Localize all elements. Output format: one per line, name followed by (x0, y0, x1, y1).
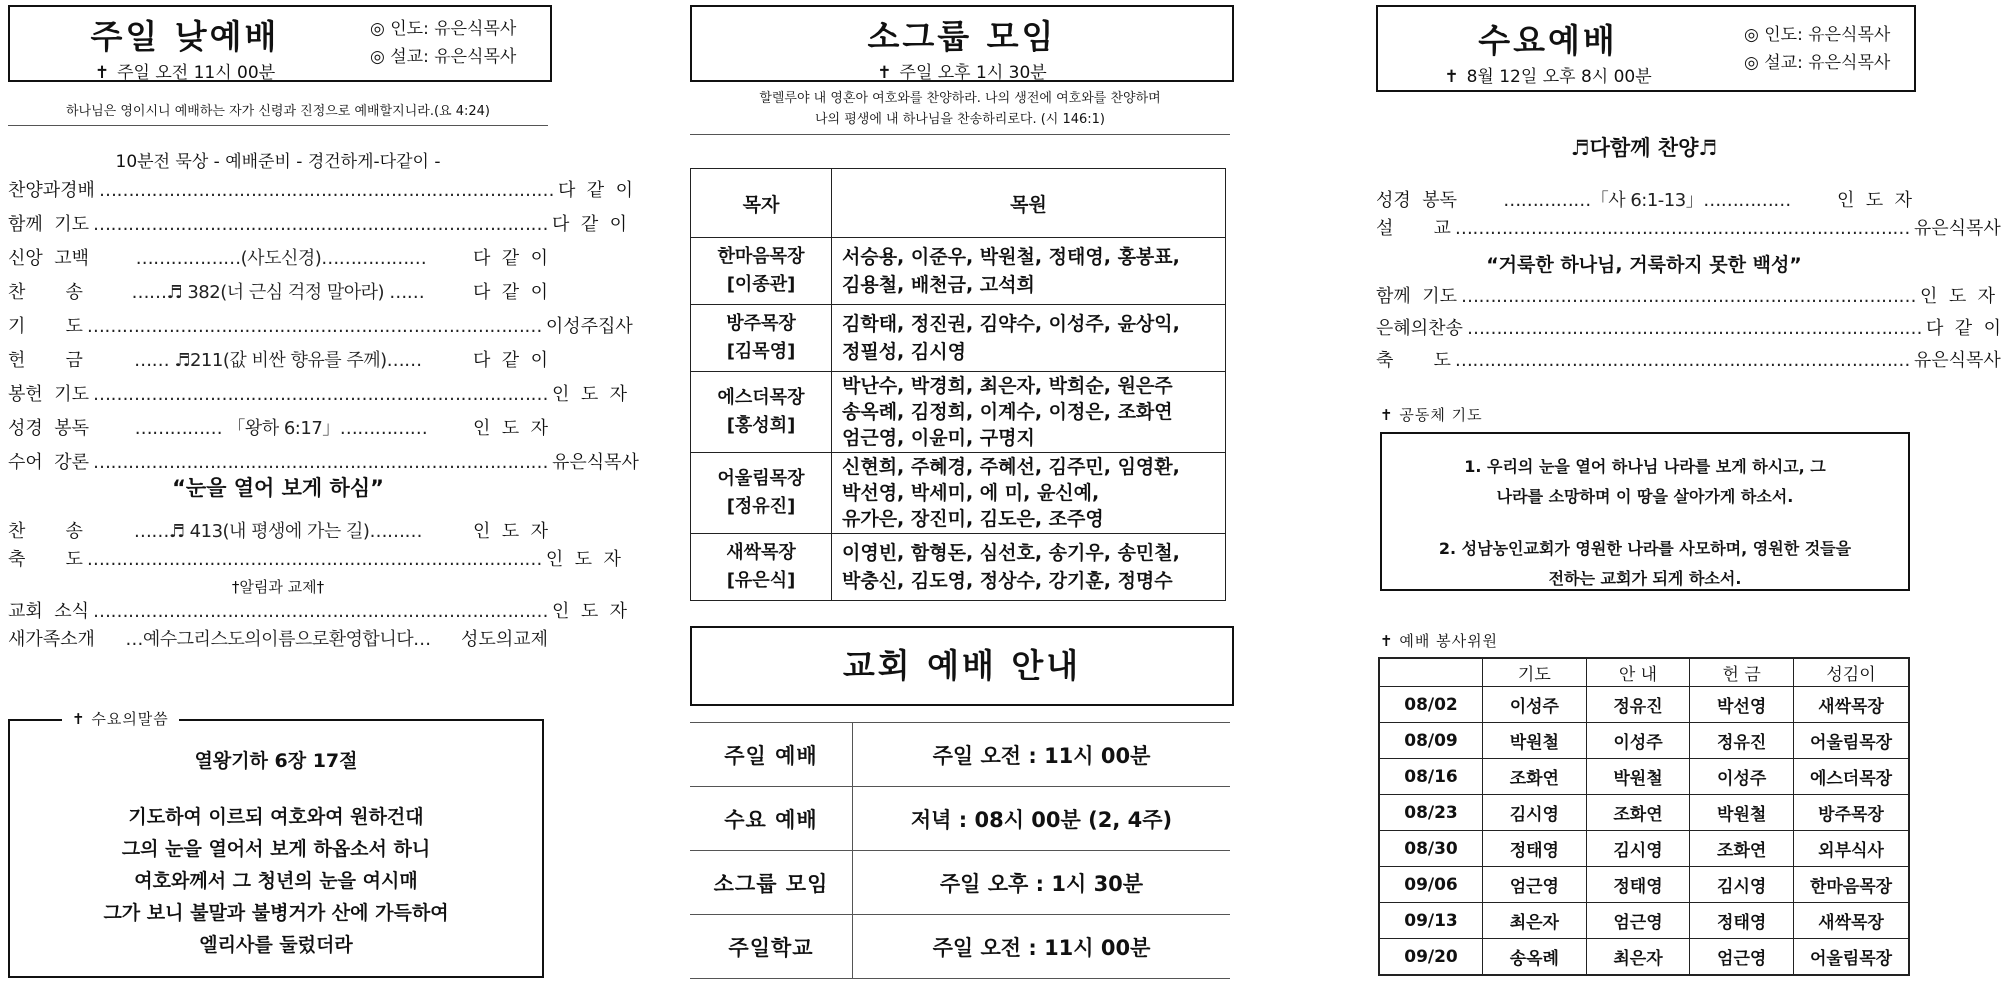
order-item: 새가족소개 …예수그리스도의이름으로환영합니다… 성도의교제 (8, 629, 548, 650)
wednesday-preacher: ◎ 설교: 유은식목사 (1744, 53, 1891, 73)
sunday-title: 주일 낮예배 (90, 17, 280, 56)
table-row: 09/20 송옥례 최은자 엄근영 어울림목장 (1379, 939, 1909, 976)
order-item: 찬 송 ……♬ 382(너 근심 걱정 말아라) …… 다 같 이 (8, 282, 548, 303)
table-row: 어울림목장 [정유진] 신현희, 주혜경, 주혜선, 김주민, 임영환, 박선영, 박세미, 에 미, 윤신예, 유가은, 장진미, 김도은, 조주영 (691, 453, 1226, 534)
smallgroup-title: 소그룹 모임 (867, 17, 1057, 56)
table-row: 수요 예배 저녁 : 08시 00분 (2, 4주) (690, 787, 1230, 851)
table-row: 08/30 정태영 김시영 조화연 외부식사 (1379, 831, 1909, 867)
order-item: 신앙 고백 ………………(사도신경)……………… 다 같 이 (8, 248, 548, 269)
prayer-item: 1. 우리의 눈을 열어 하나님 나라를 보게 하시고, 그 나라를 소망하며 이 땅을 살아가게 하소서. (1464, 457, 1826, 506)
wednesday-title: 수요예배 (1478, 21, 1618, 60)
table-row: 09/06 엄근영 정태영 김시영 한마음목장 (1379, 867, 1909, 903)
announce-heading: †알림과 교제† (231, 578, 325, 596)
table-row: 주일 예배 주일 오전 : 11시 00분 (690, 723, 1230, 787)
wednesday-order-2 (1376, 281, 2001, 377)
order-item: 기 도 …………………………………………………………………… 이성주집사 (8, 316, 633, 337)
wednesday-time: 8월 12일 오후 8시 00분 (1466, 67, 1652, 87)
table-row: 한마음목장 [이종관] 서승용, 이준우, 박원철, 정태영, 홍봉표, 김용철, 배천금, 고석희 (691, 238, 1226, 305)
duty-label: ✝ 예배 봉사위원 (1380, 632, 1499, 650)
cross-icon: ✝ (1444, 67, 1459, 87)
wednesday-order-1 (1376, 187, 2001, 243)
services-title: 교회 예배 안내 (842, 646, 1082, 685)
services-title-box (690, 626, 1234, 706)
table-row: 08/23 김시영 조화연 박원철 방주목장 (1379, 795, 1909, 831)
smallgroup-table (690, 168, 1226, 601)
order-item: 은혜의찬송 …………………………………………………………………… 다 같 이 (1376, 318, 2001, 339)
smallgroup-title-box (690, 5, 1234, 82)
table-row: 소그룹 모임 주일 오후 : 1시 30분 (690, 851, 1230, 915)
table-header: 기도 안 내 헌 금 성김이 (1379, 658, 1909, 687)
order-item: 봉헌 기도 …………………………………………………………………… 인 도 자 (8, 384, 628, 405)
wednesday-sermon-title: “거룩한 하나님, 거룩하지 못한 백성” (1486, 254, 1802, 276)
bible-reference: 열왕기하 6장 17절 (194, 750, 358, 772)
community-prayer-label: ✝ 공동체 기도 (1380, 406, 1483, 424)
table-row: 09/13 최은자 엄근영 정태영 새싹목장 (1379, 903, 1909, 939)
order-item: 성경 봉독 …………… 「왕하 6:17」…………… 인 도 자 (8, 418, 548, 439)
wednesday-leader: ◎ 인도: 유은식목사 (1744, 25, 1891, 45)
prayer-item: 2. 성남농인교회가 영원한 나라를 사모하며, 영원한 것들을 전하는 교회가 되게 하소서. (1438, 539, 1852, 588)
table-row: 새싹목장 [유은식] 이영빈, 함형돈, 심선호, 송기우, 송민철, 박충신, 김도영, 정상수, 강기훈, 정명수 (691, 534, 1226, 601)
smallgroup-verse: 할렐루야 내 영혼아 여호와를 찬양하라. 나의 생전에 여호와를 찬양하며 나의 평생에 내 하나님을 찬송하리로다. (시 146:1) (690, 88, 1230, 135)
sunday-order-1 (8, 174, 639, 480)
col-header-members: 목원 (832, 169, 1226, 238)
order-item: 교회 소식 …………………………………………………………………… 인 도 자 (8, 601, 628, 622)
order-item: 수어 강론 …………………………………………………………………… 유은식목사 (8, 452, 639, 473)
order-item: 축 도 …………………………………………………………………… 인 도 자 (8, 549, 621, 570)
table-row: 08/09 박원철 이성주 정유진 어울림목장 (1379, 723, 1909, 759)
sunday-leader: ◎ 인도: 유은식목사 (370, 19, 517, 39)
sunday-verse: 하나님은 영이시니 예배하는 자가 신령과 진정으로 예배할지니라.(요 4:24) (8, 100, 548, 126)
smallgroup-time: 주일 오후 1시 30분 (899, 63, 1047, 83)
order-item: 성경 봉독 ……………「사 6:1-13」…………… 인 도 자 (1376, 190, 1912, 211)
duty-table (1378, 657, 1910, 976)
bible-verse-box (8, 710, 544, 978)
sunday-prep: 10분전 묵상 - 예배준비 - 경건하게-다같이 - (115, 152, 441, 172)
order-item: 함께 기도 …………………………………………………………………… 인 도 자 (1376, 286, 1996, 307)
table-row: 08/16 조화연 박원철 이성주 에스더목장 (1379, 759, 1909, 795)
cross-icon: ✝ (877, 63, 892, 83)
order-item: 찬양과경배 …………………………………………………………………… 다 같 이 (8, 180, 634, 201)
services-table (690, 722, 1230, 979)
cross-icon: ✝ (94, 63, 110, 83)
table-row: 에스더목장 [홍성희] 박난수, 박경희, 최은자, 박희순, 원은주 송옥례, 김정희, 이계수, 이정은, 조화연 엄근영, 이윤미, 구명지 (691, 372, 1226, 453)
order-item: 헌 금 …… ♬211(값 비싼 향유를 주께)…… 다 같 이 (8, 350, 548, 371)
sunday-sermon-title: “눈을 열어 보게 하심” (172, 476, 384, 500)
weekly-word-label: ✝ 수요의말씀 (62, 707, 179, 731)
sunday-order-2 (8, 518, 621, 574)
bible-text: 기도하여 이르되 여호와여 원하건대 그의 눈을 열어서 보게 하옵소서 하니 여호와께서 그 청년의 눈을 여시매 그가 보니 불말과 불병거가 산에 가득하여 엘리사를 둘렀더라 (103, 806, 449, 956)
sunday-order-3 (8, 598, 628, 654)
order-item: 함께 기도 …………………………………………………………………… 다 같 이 (8, 214, 628, 235)
table-row: 08/02 이성주 정유진 박선영 새싹목장 (1379, 687, 1909, 723)
order-item: 설 교 …………………………………………………………………… 유은식목사 (1376, 218, 2001, 239)
table-row: 주일학교 주일 오전 : 11시 00분 (690, 915, 1230, 979)
sunday-title-box (8, 5, 552, 82)
col-header-leader: 목자 (691, 169, 832, 238)
sunday-time: 주일 오전 11시 00분 (117, 63, 276, 83)
table-row: 방주목장 [김목영] 김학태, 정진권, 김약수, 이성주, 윤상익, 정필성, 김시영 (691, 305, 1226, 372)
wednesday-title-box (1376, 5, 1916, 92)
praise-heading: ♬다함께 찬양♬ (1570, 136, 1718, 160)
sunday-preacher: ◎ 설교: 유은식목사 (370, 47, 517, 67)
order-item: 축 도 …………………………………………………………………… 유은식목사 (1376, 350, 2001, 371)
order-item: 찬 송 ……♬ 413(내 평생에 가는 길)……… 인 도 자 (8, 521, 548, 542)
community-prayer-box (1380, 432, 1910, 591)
